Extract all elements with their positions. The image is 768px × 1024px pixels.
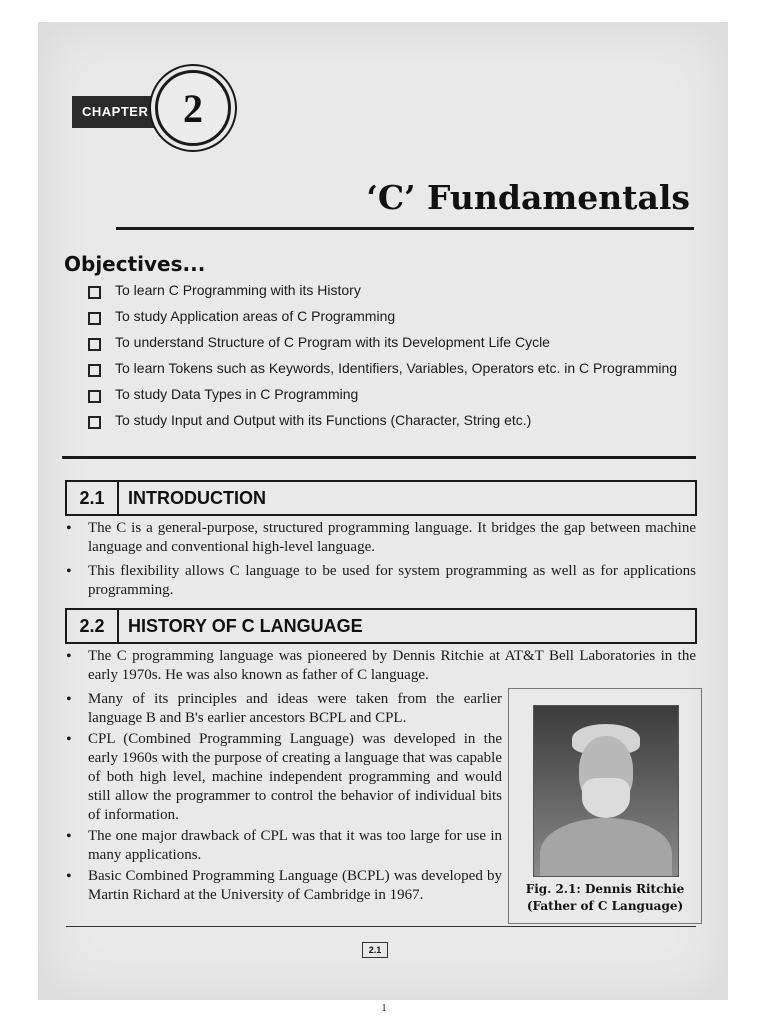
checkbox-square-icon — [88, 416, 101, 429]
figure-caption — [509, 881, 701, 915]
book-page — [38, 22, 728, 1000]
history-bullets-full — [64, 647, 696, 690]
chapter-title: ‘C’ Fundamentals — [366, 178, 690, 217]
section-title: HISTORY OF C LANGUAGE — [128, 616, 363, 636]
list-item — [88, 359, 698, 378]
caption-line: Fig. 2.1: Dennis Ritchie — [525, 882, 685, 896]
list-item: • Basic Combined Programming Language (BCPL) was developed by Martin Richard at the University of Cambridge in 1967. — [64, 867, 502, 905]
checkbox-square-icon — [88, 338, 101, 351]
objectives-list — [88, 281, 698, 437]
objectives-divider — [62, 456, 696, 459]
section-heading-history — [65, 608, 697, 644]
history-bullets-side — [64, 690, 502, 907]
objective-text: To learn C Programming with its History — [115, 282, 361, 298]
list-item — [88, 333, 698, 352]
introduction-bullets — [64, 519, 696, 605]
objective-text: To study Input and Output with its Functions (Character, String etc.) — [115, 412, 532, 428]
objectives-heading: Objectives... — [64, 252, 206, 276]
checkbox-square-icon — [88, 364, 101, 377]
figure-dennis-ritchie — [508, 688, 702, 924]
list-item — [88, 307, 698, 326]
list-item: • Many of its principles and ideas were taken from the earlier language B and B's earlier ancestors BCPL and CPL. — [64, 690, 502, 728]
checkbox-square-icon — [88, 286, 101, 299]
chapter-label: CHAPTER — [72, 96, 192, 128]
portrait-photo — [533, 705, 679, 877]
page-number: 2.1 — [362, 942, 388, 958]
chapter-number-badge — [155, 70, 231, 146]
section-number: 2.2 — [67, 610, 119, 642]
title-divider — [116, 227, 694, 230]
scan-page-number: 1 — [381, 1003, 387, 1014]
list-item: • This flexibility allows C language to be used for system programming as well as for applications programming. — [64, 562, 696, 600]
section-title: INTRODUCTION — [128, 488, 266, 508]
chapter-number: 2 — [183, 85, 203, 131]
list-item: • The one major drawback of CPL was that it was too large for use in many applications. — [64, 827, 502, 865]
list-item: • CPL (Combined Programming Language) was developed in the early 1960s with the purpose of creating a language that was capable of both high level, machine independent programming and would still allow the programmer to control the behavior of individual bits of information. — [64, 730, 502, 825]
section-heading-introduction — [65, 480, 697, 516]
objective-text: To study Application areas of C Programming — [115, 308, 396, 324]
objective-text: To study Data Types in C Programming — [115, 386, 359, 402]
list-item — [88, 411, 698, 430]
checkbox-square-icon — [88, 390, 101, 403]
checkbox-square-icon — [88, 312, 101, 325]
list-item — [88, 385, 698, 404]
section-number: 2.1 — [67, 482, 119, 514]
list-item — [88, 281, 698, 300]
objective-text: To understand Structure of C Program with its Development Life Cycle — [115, 334, 550, 350]
objective-text: To learn Tokens such as Keywords, Identifiers, Variables, Operators etc. in C Programming — [115, 360, 678, 376]
caption-line: (Father of C Language) — [526, 899, 684, 913]
list-item: • The C programming language was pioneered by Dennis Ritchie at AT&T Bell Laboratories in the early 1970s. He was also known as father of C language. — [64, 647, 696, 685]
footer-divider — [66, 926, 696, 927]
list-item: • The C is a general-purpose, structured programming language. It bridges the gap between machine language and conventional high-level language. — [64, 519, 696, 557]
